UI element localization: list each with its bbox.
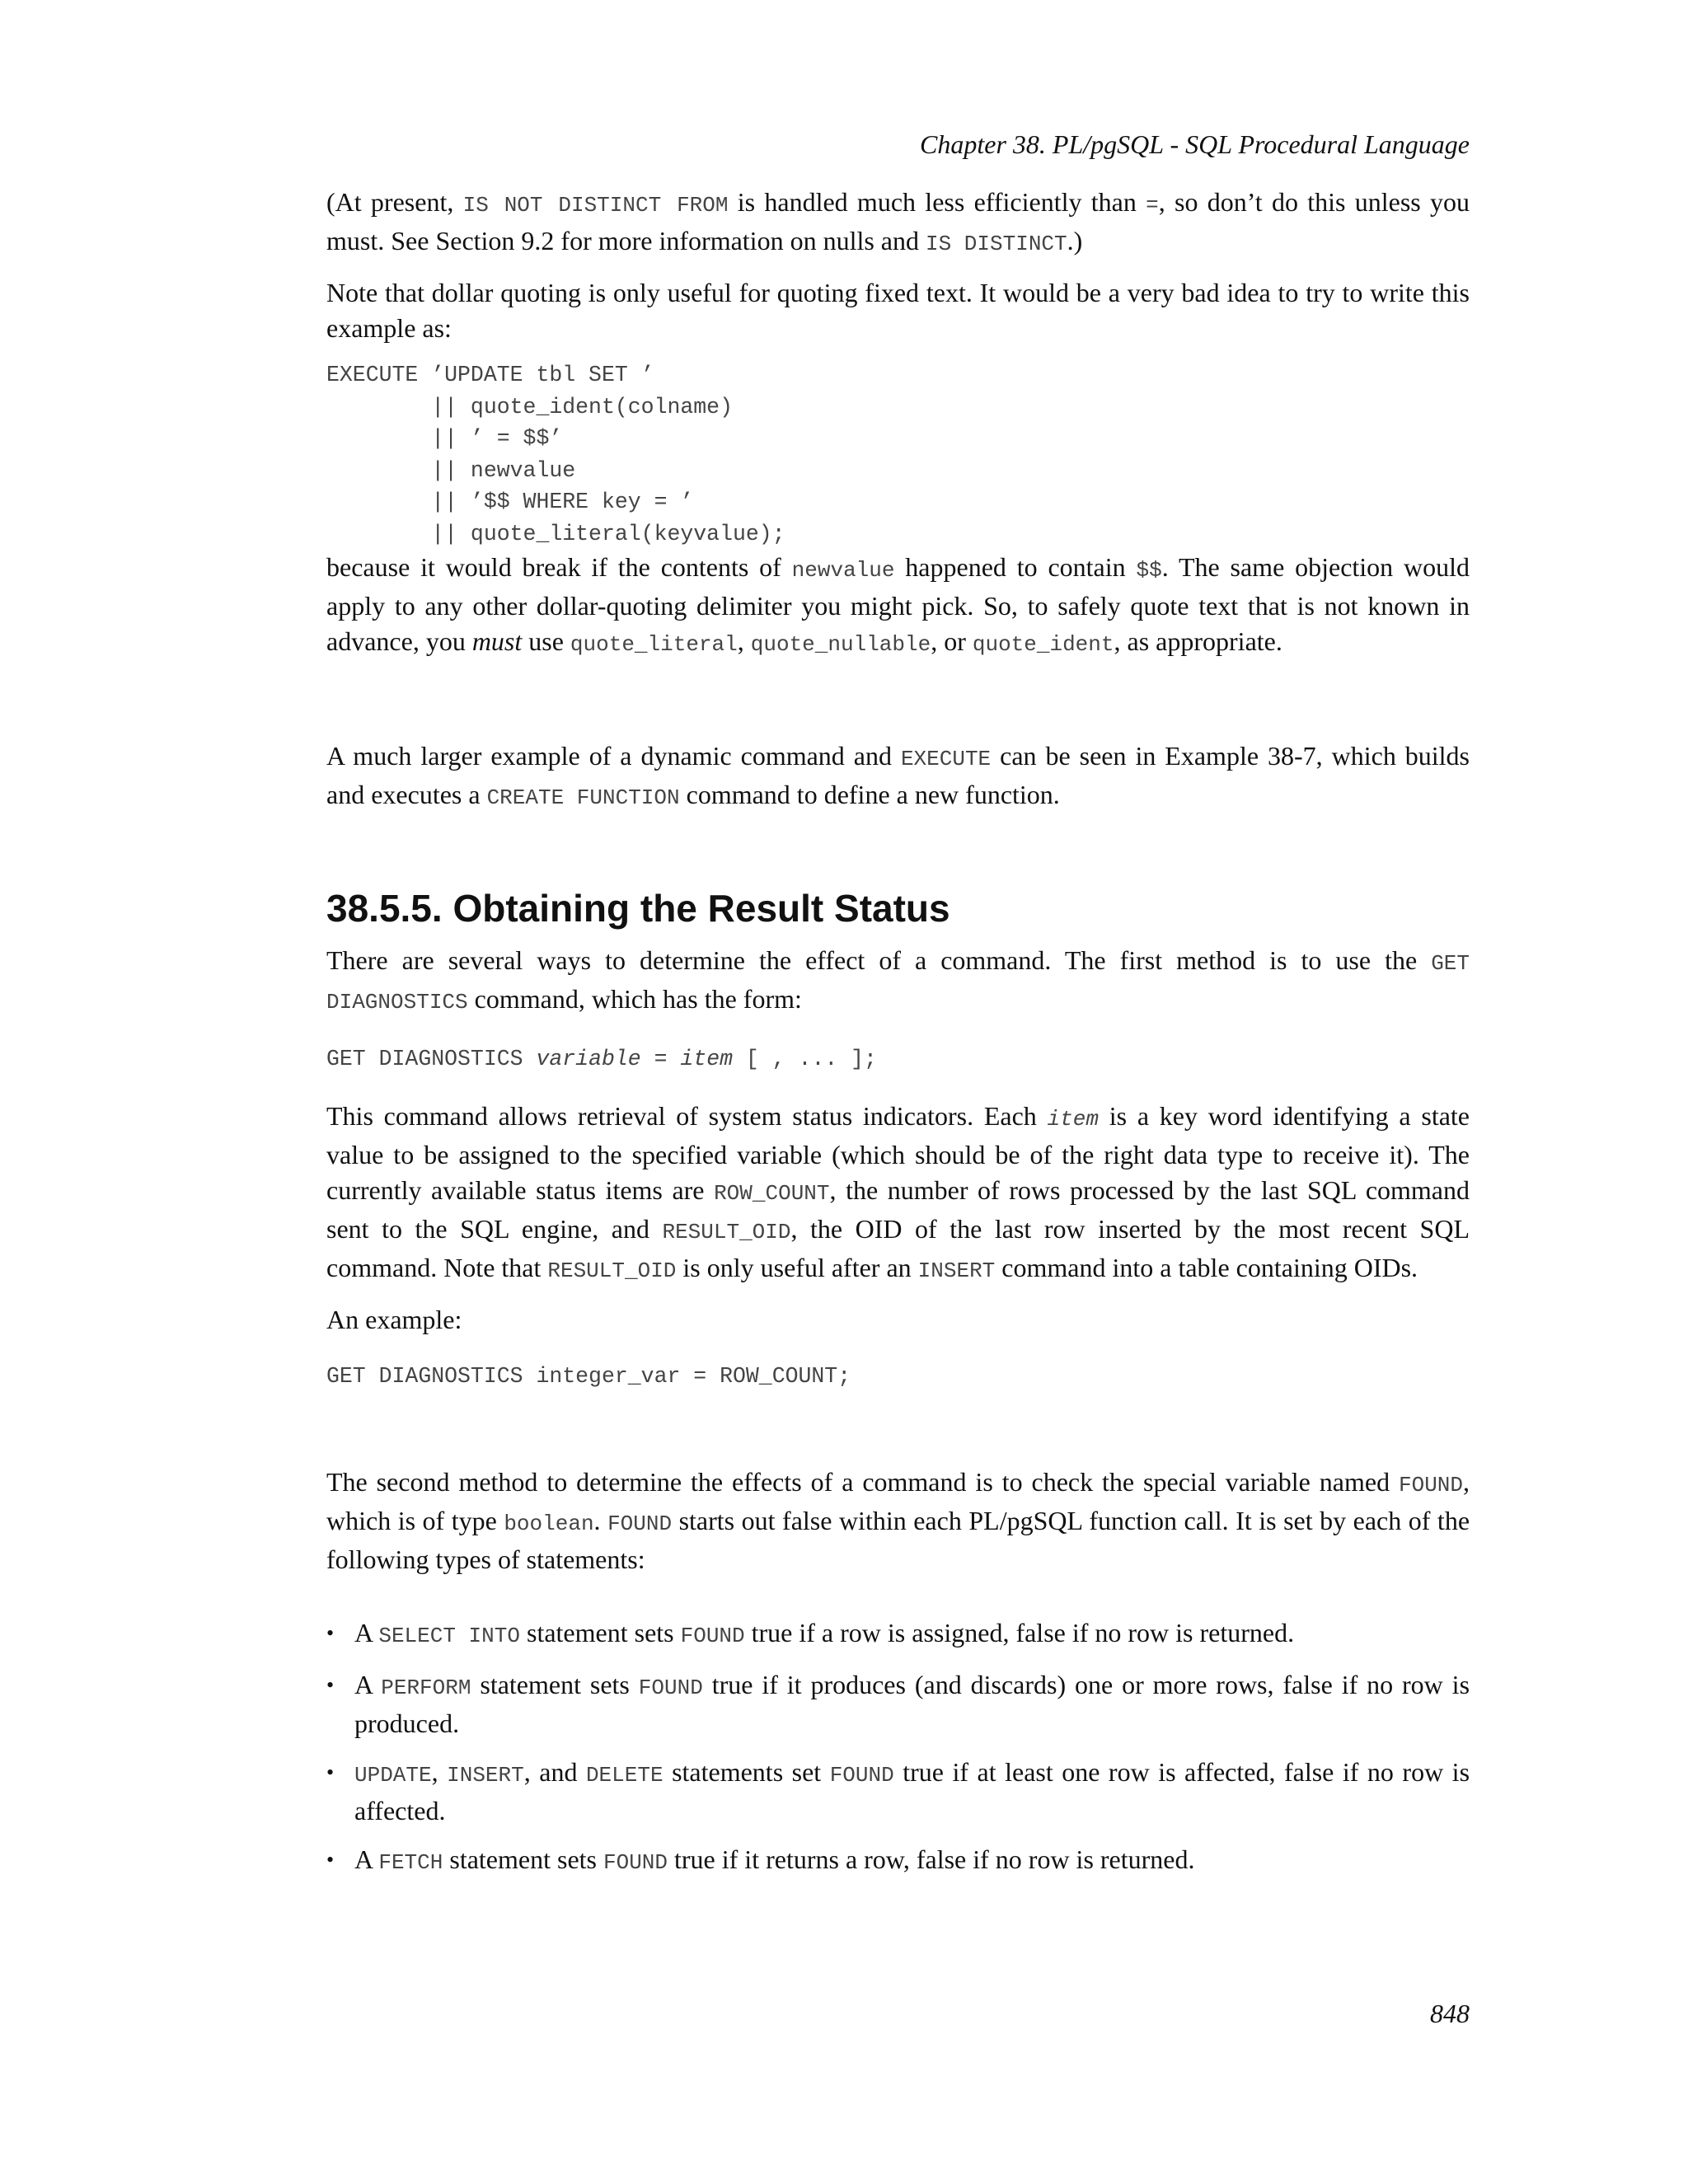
text: A: [354, 1618, 379, 1647]
bullet-icon: •: [326, 1848, 335, 1872]
code-inline: SELECT INTO: [378, 1624, 520, 1648]
page-number: 848: [1430, 1999, 1470, 2028]
text: The second method to determine the effects of a command is to check the special variable named: [326, 1467, 1399, 1497]
text: because it would break if the contents of: [326, 552, 792, 582]
code-block-execute: EXECUTE ’UPDATE tbl SET ’ || quote_ident(colname) || ’ = $$’ || newvalue || ’$$ WHERE key = ’ || quote_literal(keyvalue);: [326, 363, 785, 546]
text: statement sets: [519, 1618, 681, 1647]
code-inline: boolean: [504, 1511, 594, 1536]
code-inline: quote_ident: [972, 632, 1114, 657]
text: , the number of rows processed by the last SQL command sent to the SQL engine, and: [326, 1174, 1470, 1244]
section-heading: 38.5.5. Obtaining the Result Status: [326, 887, 950, 930]
text: , so don’t do this unless you must. See Section 9.2 for more information on nulls and: [326, 187, 1470, 255]
code-inline: IS DISTINCT: [926, 232, 1067, 256]
text: true if at least one row is affected, false if no row is affected.: [354, 1757, 1470, 1825]
code-inline: IS NOT DISTINCT FROM: [462, 193, 729, 218]
text: A much larger example of a dynamic command and: [326, 741, 901, 771]
running-head: Chapter 38. PL/pgSQL - SQL Procedural Language: [920, 129, 1470, 159]
code-inline: newvalue: [791, 558, 895, 583]
text: A: [354, 1844, 379, 1874]
code-block-get-diagnostics-syntax: [326, 1043, 1470, 1076]
code-inline: EXECUTE: [900, 747, 992, 771]
list-item: [326, 1842, 1470, 1881]
paragraph-break-contents: [326, 550, 1470, 663]
code-block-get-diagnostics-example: GET DIAGNOSTICS integer_var = ROW_COUNT;: [326, 1363, 851, 1389]
code-inline: FOUND: [603, 1850, 668, 1875]
paragraph-several-ways: [326, 943, 1470, 1020]
text: ,: [431, 1757, 448, 1787]
text: statement sets: [471, 1670, 639, 1699]
code-inline: FOUND: [638, 1675, 703, 1700]
code-text: [ , ... ];: [733, 1047, 877, 1071]
code-inline: CREATE FUNCTION: [486, 785, 680, 810]
code-inline: FOUND: [680, 1624, 745, 1648]
text: . The same objection would apply to any other dollar-quoting delimiter you might pick. So, to safely quote text that is not known in advance, you: [326, 552, 1470, 656]
text: This command allows retrieval of system status indicators. Each: [326, 1100, 1048, 1131]
code-inline: =: [1146, 193, 1159, 218]
text: .): [1067, 226, 1083, 255]
code-inline: RESULT_OID: [662, 1219, 791, 1244]
code-inline: PERFORM: [381, 1675, 471, 1700]
paragraph-found-variable: [326, 1465, 1470, 1577]
text: command into a table containing OIDs.: [995, 1252, 1418, 1282]
code-inline: FOUND: [607, 1511, 673, 1536]
statement-list: [326, 1615, 1470, 1881]
text: is only useful after an: [676, 1252, 918, 1282]
text: command to define a new function.: [679, 780, 1060, 809]
code-inline: GET DIAGNOSTICS: [326, 951, 1470, 1015]
code-inline: FOUND: [829, 1763, 894, 1788]
text: statement sets: [443, 1844, 603, 1874]
code-variable: variable: [536, 1047, 641, 1071]
text: use: [522, 626, 570, 656]
text: , which is of type: [326, 1467, 1470, 1535]
paragraph-larger-example: [326, 738, 1470, 816]
text: , the OID of the last row inserted by the most recent SQL command. Note that: [326, 1213, 1470, 1282]
list-item: [326, 1615, 1470, 1654]
text: ,: [737, 626, 751, 656]
paragraph-status-indicators: [326, 1099, 1470, 1289]
text: happened to contain: [894, 552, 1137, 582]
paragraph-dollar-quoting: Note that dollar quoting is only useful for quoting fixed text. It would be a very bad idea to try to write this example as:: [326, 278, 1470, 343]
code-inline: FETCH: [378, 1850, 443, 1875]
code-item: item: [680, 1047, 734, 1071]
text: statements set: [663, 1757, 830, 1787]
text: .: [593, 1506, 608, 1535]
code-inline: ROW_COUNT: [714, 1180, 830, 1206]
text: A: [354, 1670, 382, 1699]
text: , and: [523, 1757, 586, 1787]
bullet-icon: •: [326, 1673, 335, 1697]
text: is a key word identifying a state value to be assigned to the specified variable (which should be of the right data type to receive it). The currently available status items are: [326, 1100, 1470, 1205]
bullet-icon: •: [326, 1760, 335, 1784]
text: (At present,: [326, 187, 463, 217]
code-inline: quote_literal: [570, 632, 738, 657]
text: command, which has the form:: [467, 984, 802, 1014]
code-inline: FOUND: [1398, 1473, 1463, 1497]
paragraph-an-example: An example:: [326, 1304, 462, 1334]
list-item: [326, 1755, 1470, 1829]
text: true if a row is assigned, false if no row is returned.: [744, 1618, 1295, 1647]
code-inline: $$: [1136, 558, 1162, 583]
code-inline: INSERT: [917, 1258, 996, 1283]
text: true if it returns a row, false if no row is returned.: [668, 1844, 1195, 1874]
paragraph-is-not-distinct: [326, 185, 1470, 262]
code-inline: RESULT_OID: [547, 1258, 677, 1283]
text: can be seen in Example 38-7, which builds and executes a: [326, 741, 1470, 809]
list-item: [326, 1667, 1470, 1741]
text: , or: [931, 626, 973, 656]
code-inline: DELETE: [585, 1763, 663, 1788]
code-inline: item: [1047, 1106, 1099, 1132]
text: true if it produces (and discards) one or more rows, false if no row is produced.: [354, 1670, 1470, 1738]
document-page: [326, 124, 1470, 1894]
text: starts out false within each PL/pgSQL function call. It is set by each of the following types of statements:: [326, 1506, 1470, 1574]
emphasis: must: [471, 626, 523, 656]
code-inline: INSERT: [447, 1763, 524, 1788]
code-inline: UPDATE: [354, 1763, 432, 1788]
bullet-icon: •: [326, 1621, 335, 1645]
code-text: =: [640, 1047, 681, 1071]
code-inline: quote_nullable: [750, 632, 931, 657]
text: There are several ways to determine the effect of a command. The first method is to use the: [326, 945, 1432, 975]
text: , as appropriate.: [1114, 626, 1282, 656]
text: is handled much less efficiently than: [728, 187, 1146, 217]
code-text: GET DIAGNOSTICS: [326, 1047, 537, 1071]
